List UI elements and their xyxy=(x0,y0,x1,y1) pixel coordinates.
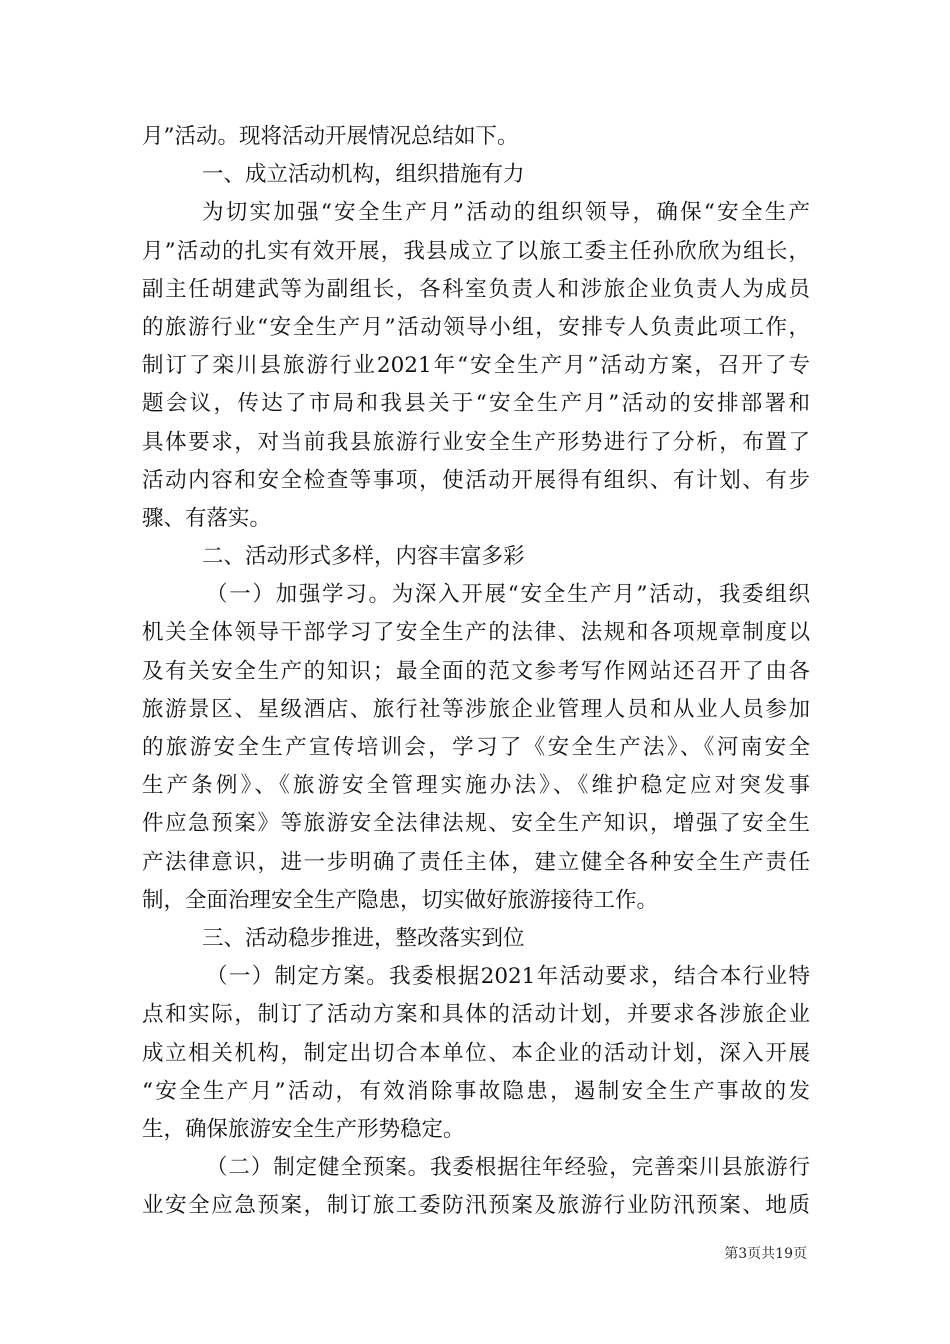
paragraph-line: 制，全面治理安全生产隐患，切实做好旅游接待工作。 xyxy=(142,887,659,913)
paragraph-line: 制订了栾川县旅游行业2021年“安全生产月”活动方案，召开了专 xyxy=(142,353,810,379)
section-heading: 三、活动稳步推进，整改落实到位 xyxy=(202,925,525,951)
paragraph-line: 具体要求，对当前我县旅游行业安全生产形势进行了分析，布置了 xyxy=(142,429,810,455)
paragraph-line: 的旅游安全生产宣传培训会，学习了《安全生产法》、《河南安全 xyxy=(142,735,810,760)
paragraph-line: 成立相关机构，制定出切合本单位、本企业的活动计划，深入开展 xyxy=(142,1040,810,1066)
paragraph-line: “安全生产月”活动，有效消除事故隐患，遏制安全生产事故的发 xyxy=(142,1078,810,1104)
paragraph-line: 业安全应急预案，制订旅工委防汛预案及旅游行业防汛预案、地质 xyxy=(142,1193,810,1219)
paragraph-line: 月”活动。现将活动开展情况总结如下。 xyxy=(142,124,519,149)
paragraph-line: （一）加强学习。为深入开展“安全生产月”活动，我委组织 xyxy=(206,582,810,608)
paragraph-line: 生产条例》、《旅游安全管理实施办法》、《维护稳定应对突发事 xyxy=(142,773,810,799)
paragraph-line: 及有关安全生产的知识；最全面的范文参考写作网站还召开了由各 xyxy=(142,658,810,684)
paragraph-line: 机关全体领导干部学习了安全生产的法律、法规和各项规章制度以 xyxy=(142,620,810,646)
section-heading: 一、成立活动机构，组织措施有力 xyxy=(202,162,525,188)
paragraph-line: 题会议，传达了市局和我县关于“安全生产月”活动的安排部署和 xyxy=(142,391,810,417)
document-body xyxy=(142,118,810,1225)
section-heading: 二、活动形式多样，内容丰富多彩 xyxy=(202,544,525,570)
paragraph-line: 副主任胡建武等为副组长，各科室负责人和涉旅企业负责人为成员 xyxy=(142,276,810,302)
paragraph-line: （二）制定健全预案。我委根据往年经验，完善栾川县旅游行 xyxy=(206,1155,810,1181)
paragraph-line: 件应急预案》等旅游安全法律法规、安全生产知识，增强了安全生 xyxy=(142,811,810,837)
paragraph-line: 月”活动的扎实有效开展，我县成立了以旅工委主任孙欣欣为组长， xyxy=(142,238,810,264)
paragraph-line: 生，确保旅游安全生产形势稳定。 xyxy=(142,1116,465,1142)
paragraph-line: 的旅游行业“安全生产月”活动领导小组，安排专人负责此项工作， xyxy=(142,314,810,340)
paragraph-line: 骤、有落实。 xyxy=(142,505,272,531)
paragraph-line: 为切实加强“安全生产月”活动的组织领导，确保“安全生产 xyxy=(202,200,810,226)
paragraph-line: （一）制定方案。我委根据2021年活动要求，结合本行业特 xyxy=(206,964,810,990)
page-number-footer: 第3页共19页 xyxy=(724,1246,807,1262)
paragraph-line: 产法律意识，进一步明确了责任主体，建立健全各种安全生产责任 xyxy=(142,849,810,875)
paragraph-line: 点和实际，制订了活动方案和具体的活动计划，并要求各涉旅企业 xyxy=(142,1002,810,1028)
paragraph-line: 旅游景区、星级酒店、旅行社等涉旅企业管理人员和从业人员参加 xyxy=(142,696,810,722)
paragraph-line: 活动内容和安全检查等事项，使活动开展得有组织、有计划、有步 xyxy=(142,467,810,493)
